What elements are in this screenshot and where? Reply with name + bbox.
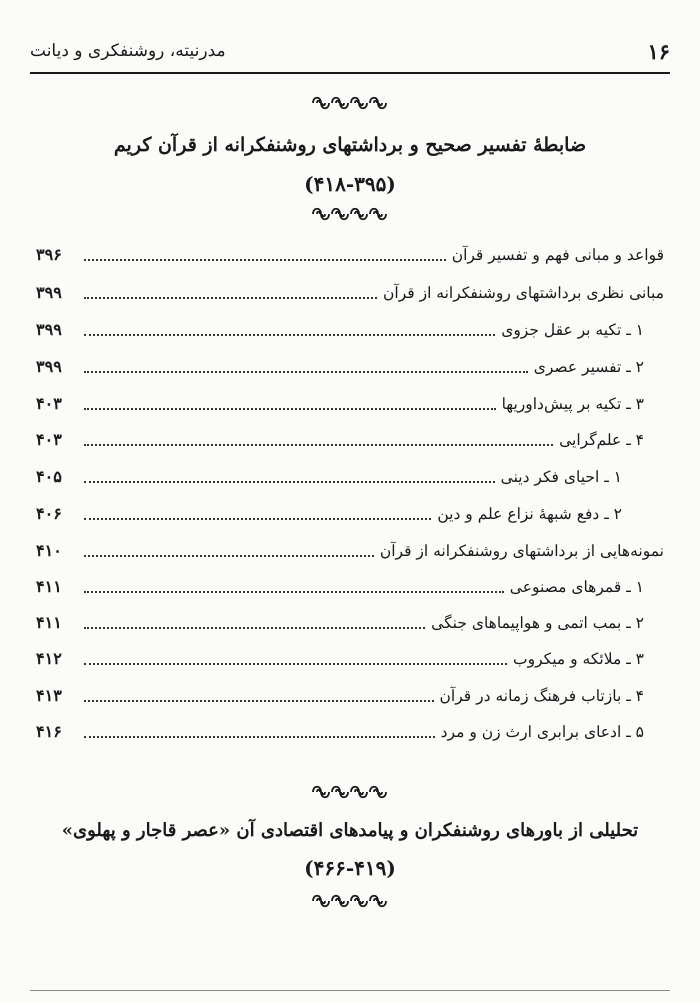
toc-entry-title: ۲ ـ بمب اتمی و هواپیماهای جنگی [431,614,644,632]
toc-entry-page: ۴۱۱ [36,577,62,596]
toc-entry [36,423,664,451]
toc-entry-title: مبانی نظری برداشتهای روشنفکرانه از قرآن [383,284,664,302]
toc-entry [36,642,664,670]
dot-leader [84,481,495,483]
toc-entry-title: ۳ ـ ملائکه و میکروب [513,650,644,668]
toc-entry-page: ۴۱۰ [36,541,62,560]
dot-leader [84,371,528,373]
toc-entry [36,238,664,266]
header-rule [30,72,670,74]
toc-entry-title: ۲ ـ تفسیر عصری [533,358,644,376]
ornament-loop [332,98,348,109]
running-title: مدرنیته، روشنفکری و دیانت [30,41,226,61]
dot-leader [84,518,431,520]
ornament-icon [311,892,389,910]
toc-entry-page: ۳۹۹ [36,283,62,302]
dot-leader [84,591,504,593]
ornament-loop [351,209,367,220]
section-title: ضابطۀ تفسیر صحیح و برداشتهای روشنفکرانه از قرآن کریم [113,134,587,156]
toc-entry-title: ۱ ـ قمرهای مصنوعی [509,578,644,596]
toc-entry-page: ۴۱۲ [36,649,62,668]
ornament-loop [332,896,348,907]
toc-entry-title: ۱ ـ احیای فکر دینی [500,468,622,486]
dot-leader [84,627,425,629]
ornament-divider [0,892,700,914]
dot-leader [84,408,496,410]
toc-entry-page: ۴۰۶ [36,504,62,523]
toc-entry-page: ۴۰۳ [36,430,62,449]
toc-entry-title: ۲ ـ دفع شبهۀ نزاع علم و دین [437,505,622,523]
ornament-loop [313,896,329,907]
toc-entry-page: ۴۰۵ [36,467,62,486]
ornament-loop [332,209,348,220]
toc-entry-title: ۴ ـ علم‌گرایی [559,431,644,449]
ornament-divider [0,205,700,227]
toc-entry [36,570,664,598]
ornament-loop [351,787,367,798]
toc-entry-page: ۴۰۳ [36,394,62,413]
toc-entry [36,534,664,562]
ornament-icon [311,94,389,112]
ornament-loop [313,787,329,798]
dot-leader [84,700,434,702]
toc-entry [36,679,664,707]
toc-entry-title: ۵ ـ ادعای برابری ارث زن و مرد [440,723,644,741]
toc-entry [36,497,664,525]
section-page-range: (۴۱۸-۳۹۵) [304,172,396,196]
ornament-loop [351,896,367,907]
toc-entry-title: ۱ ـ تکیه بر عقل جزوی [501,321,644,339]
running-head [30,36,670,66]
dot-leader [84,736,435,738]
toc-entry-title: ۴ ـ بازتاب فرهنگ زمانه در قرآن [439,687,644,705]
section-page-range: (۴۶۶-۴۱۹) [304,856,396,880]
ornament-loop [332,787,348,798]
ornament-icon [311,783,389,801]
toc-entry-page: ۳۹۶ [36,245,62,264]
dot-leader [84,444,553,446]
ornament-loop [313,209,329,220]
ornament-loop [370,896,386,907]
ornament-loop [351,98,367,109]
toc-entry [36,387,664,415]
toc-entry [36,460,664,488]
ornament-loop [370,787,386,798]
toc-entry-page: ۳۹۹ [36,357,62,376]
dot-leader [84,334,495,336]
toc-entry-title: ۳ ـ تکیه بر پیش‌داوریها [501,395,644,413]
toc-entry [36,606,664,634]
toc-entry-page: ۴۱۶ [36,722,62,741]
dot-leader [84,297,377,299]
toc-entry-title: قواعد و مبانی فهم و تفسیر قرآن [451,246,664,264]
section-title: تحلیلی از باورهای روشنفکران و پیامدهای اقتصادی آن «عصر قاجار و پهلوی» [61,820,639,841]
toc-entry-page: ۳۹۹ [36,320,62,339]
toc-entry [36,276,664,304]
ornament-divider [0,94,700,116]
dot-leader [84,259,446,261]
ornament-loop [370,98,386,109]
ornament-loop [370,209,386,220]
ornament-divider [0,783,700,805]
ornament-loop [313,98,329,109]
toc-entry-page: ۴۱۳ [36,686,62,705]
toc-entry [36,350,664,378]
toc-entry [36,313,664,341]
dot-leader [84,555,374,557]
page-number: ۱۶ [647,38,670,64]
toc-entry [36,715,664,743]
toc-entry-page: ۴۱۱ [36,613,62,632]
ornament-icon [311,205,389,223]
dot-leader [84,663,507,665]
footer-rule [30,990,670,991]
toc-entry-title: نمونه‌هایی از برداشتهای روشنفکرانه از قرآن [379,542,664,560]
